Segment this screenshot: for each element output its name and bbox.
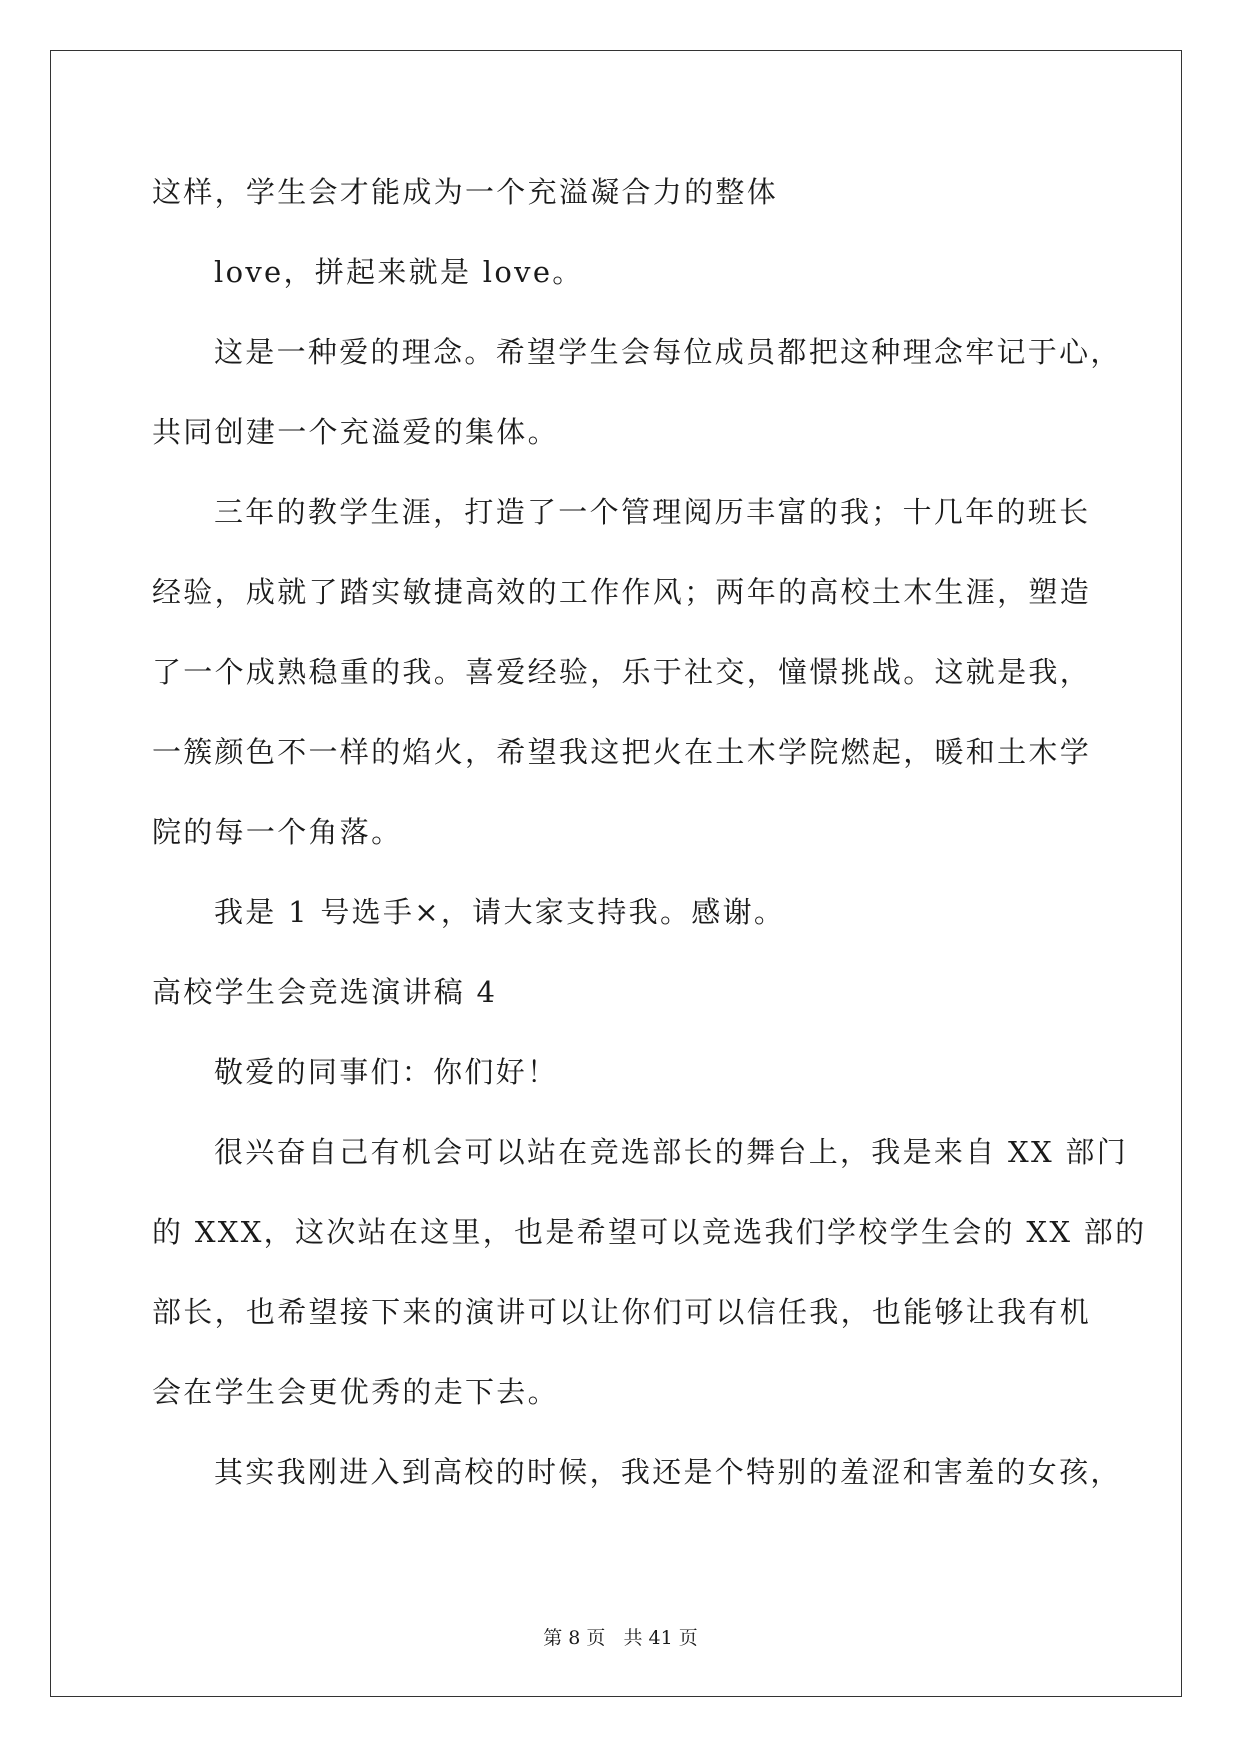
text-line: 这样，学生会才能成为一个充溢凝合力的整体 <box>152 175 779 209</box>
text-line: 敬爱的同事们：你们好！ <box>214 1055 559 1089</box>
text-line: 一簇颜色不一样的焰火，希望我这把火在土木学院燃起，暖和土木学 <box>152 735 1092 769</box>
text-line: 经验，成就了踏实敏捷高效的工作作风；两年的高校土木生涯，塑造 <box>152 575 1092 609</box>
text-line: love，拼起来就是 love。 <box>214 255 584 289</box>
text-line: 这是一种爱的理念。希望学生会每位成员都把这种理念牢记于心， <box>214 335 1122 369</box>
text-line: 院的每一个角落。 <box>152 815 403 849</box>
text-line: 部长，也希望接下来的演讲可以让你们可以信任我，也能够让我有机 <box>152 1295 1092 1329</box>
page-footer: 第 8 页 共 41 页 <box>543 1627 698 1649</box>
text-line: 很兴奋自己有机会可以站在竞选部长的舞台上，我是来自 XX 部门 <box>214 1135 1129 1169</box>
text-line: 的 XXX，这次站在这里，也是希望可以竞选我们学校学生会的 XX 部的 <box>152 1215 1147 1249</box>
text-line: 共同创建一个充溢爱的集体。 <box>152 415 559 449</box>
text-line: 三年的教学生涯，打造了一个管理阅历丰富的我；十几年的班长 <box>214 495 1091 529</box>
text-line: 了一个成熟稳重的我。喜爱经验，乐于社交，憧憬挑战。这就是我， <box>152 655 1092 689</box>
page-border <box>50 50 1182 1697</box>
text-line: 其实我刚进入到高校的时候，我还是个特别的羞涩和害羞的女孩， <box>214 1455 1122 1489</box>
text-line: 我是 1 号选手×，请大家支持我。感谢。 <box>214 895 786 929</box>
text-line: 会在学生会更优秀的走下去。 <box>152 1375 559 1409</box>
section-heading: 高校学生会竞选演讲稿 4 <box>152 975 498 1009</box>
